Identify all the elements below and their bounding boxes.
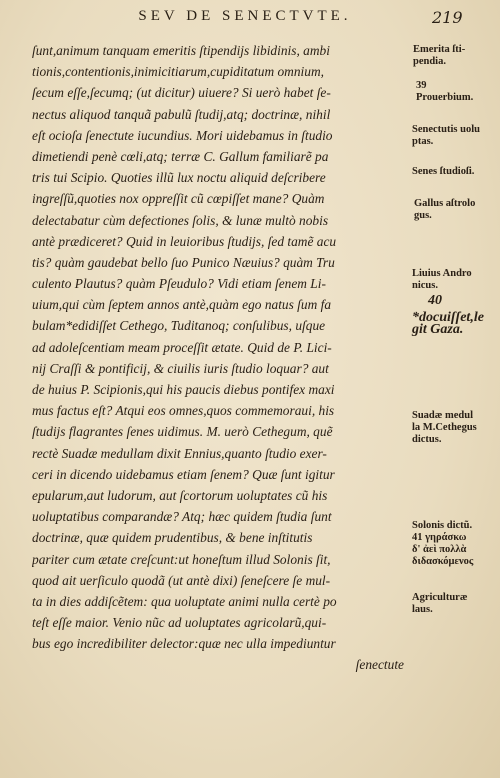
marginal-note-livius xyxy=(412,268,472,292)
text-line: bulam*edidiſſet Cethego, Tuditanoq; conſulibus, uſque xyxy=(32,318,326,334)
text-line: culento Plautus? quàm Pſeudulo? Vidi etiam ſenem Li- xyxy=(32,276,326,292)
marginal-note-line: gus. xyxy=(414,210,432,221)
text-line: ingreſſũ,quoties nox oppreſſit cũ cœpiſſet mane? Quàm xyxy=(32,191,325,207)
marginal-note-line: 41 γηράσκω xyxy=(412,532,467,543)
marginal-note-line: διδασκόμενος xyxy=(412,556,474,567)
text-line: ad adoleſcentiam meam proceſſit ætate. Quid de P. Lici- xyxy=(32,339,332,355)
marginal-note-line: Solonis dictũ. xyxy=(412,520,473,531)
running-title: SEV DE SENECTVTE. xyxy=(138,8,352,24)
marginal-note-line: 39 xyxy=(416,80,427,91)
marginal-note-line: δ' ἀεὶ πολλὰ xyxy=(412,544,467,555)
text-line: rectè Suadæ medullam dixit Ennius,quanto ſtudio exer- xyxy=(32,445,327,461)
marginal-note-line: nicus. xyxy=(412,280,438,291)
marginal-note-line: git Gaza. xyxy=(412,322,464,337)
text-line: nij Craſſi & pontificij, & ciuilis iuris ſtudio loquar? aut xyxy=(32,360,329,376)
marginal-note-suadae xyxy=(412,410,477,446)
text-line: antè prædiceret? Quid in leuioribus ſtudijs, ſed tamẽ acu xyxy=(32,233,337,249)
text-line: quod ait uerſiculo quodã (ut antè dixi) ſeneſcere ſe mul- xyxy=(32,572,331,588)
marginal-note-line: 40 xyxy=(428,293,442,308)
text-line: pariter cum ætate creſcunt:ut honeſtum illud Solonis ſit, xyxy=(32,551,331,567)
text-line: delectabatur cùm defectiones ſolis, & lunæ multò nobis xyxy=(32,212,329,228)
text-line: epularum,aut ludorum, aut ſcortorum uoluptates cũ his xyxy=(32,487,328,503)
marginal-note-n40 xyxy=(428,295,442,307)
text-line: ſenectute xyxy=(355,657,404,673)
text-line: de huius P. Scipionis,qui his paucis diebus pontifex maxi xyxy=(32,382,335,397)
text-line: uoluptatibus comparandæ? Atq; hæc quidem ſtudia ſunt xyxy=(32,509,332,525)
text-line: ta in dies addiſcẽtem: qua uoluptate animi nulla certè po xyxy=(32,593,337,609)
marginal-note-line: pendia. xyxy=(413,56,446,67)
text-line: tionis,contentionis,inimicitiarum,cupiditatum omnium, xyxy=(32,64,324,80)
text-line: ceri in dicendo uidebamus etiam ſenem? Quæ ſunt igitur xyxy=(32,466,335,482)
marginal-note-line: *docuiſſet,le xyxy=(412,310,484,325)
marginal-note-solonis xyxy=(412,520,473,568)
marginal-note-senect xyxy=(412,124,480,148)
text-line: tris tui Scipio. Quoties illũ lux noctu aliquid deſcribere xyxy=(32,170,326,186)
text-line: ſecum eſſe,ſecumq; (ut dicitur) uiuere? Si uerò habet ſe- xyxy=(32,85,331,101)
marginal-note-line: Prouerbium. xyxy=(416,92,474,103)
text-line: ſtudijs flagrantes ſenes uidimus. M. uerò Cethegum, quẽ xyxy=(32,424,333,440)
text-line: uium,qui cùm ſeptem annos antè,quàm ego natus ſum fa xyxy=(32,297,332,313)
marginal-note-emerita xyxy=(413,44,465,68)
marginal-note-line: Liuius Andro xyxy=(412,268,472,279)
text-line: eſt ocioſa ſenectute iucundius. Mori uidebamus in ſtudio xyxy=(32,127,333,143)
marginal-note-gallus xyxy=(414,198,475,222)
text-line: tis? quàm gaudebat bello ſuo Punico Næuius? quàm Tru xyxy=(32,254,335,270)
marginal-note-line: laus. xyxy=(412,604,433,615)
text-line: teſt eſſe maior. Venio nũc ad uoluptates agricolarũ,qui- xyxy=(32,615,327,631)
text-line: ſunt,animum tanquam emeritis ſtipendijs libidinis, ambi xyxy=(32,43,330,58)
page-number: 219 xyxy=(432,8,463,27)
marginal-note-line: la M.Cethegus xyxy=(412,422,477,433)
marginal-note-line: Senes ſtudioſi. xyxy=(412,166,475,177)
marginal-note-line: dictus. xyxy=(412,434,442,445)
text-line: dimetiendi penè cœli,atq; terræ C. Gallum familiarẽ pa xyxy=(32,148,329,164)
text-line: doctrinæ, quæ quidem prudentibus, & bene inſtitutis xyxy=(32,530,313,546)
marginal-note-line: Suadæ medul xyxy=(412,410,473,421)
marginal-note-line: ptas. xyxy=(412,136,434,147)
marginal-note-line: Emerita ſti- xyxy=(413,44,466,55)
marginal-note-line: Agriculturæ xyxy=(412,592,468,603)
marginal-note-line: Senectutis uolu xyxy=(412,124,480,135)
marginal-note-agri xyxy=(412,592,467,616)
body-text xyxy=(32,40,410,676)
text-line: mus factus eſt? Atqui eos omnes,quos commemoraui, his xyxy=(32,403,335,419)
marginal-note-prov xyxy=(416,80,473,104)
marginal-note-docuisset xyxy=(412,312,484,336)
marginal-note-senes xyxy=(412,166,474,178)
text-line: bus ego incredibiliter delector:quæ nec ulla impediuntur xyxy=(32,636,336,652)
marginal-note-line: Gallus aſtrolo xyxy=(414,198,476,209)
text-line: nectus aliquod tanquã pabulũ ſtudij,atq; doctrinæ, nihil xyxy=(32,106,331,122)
